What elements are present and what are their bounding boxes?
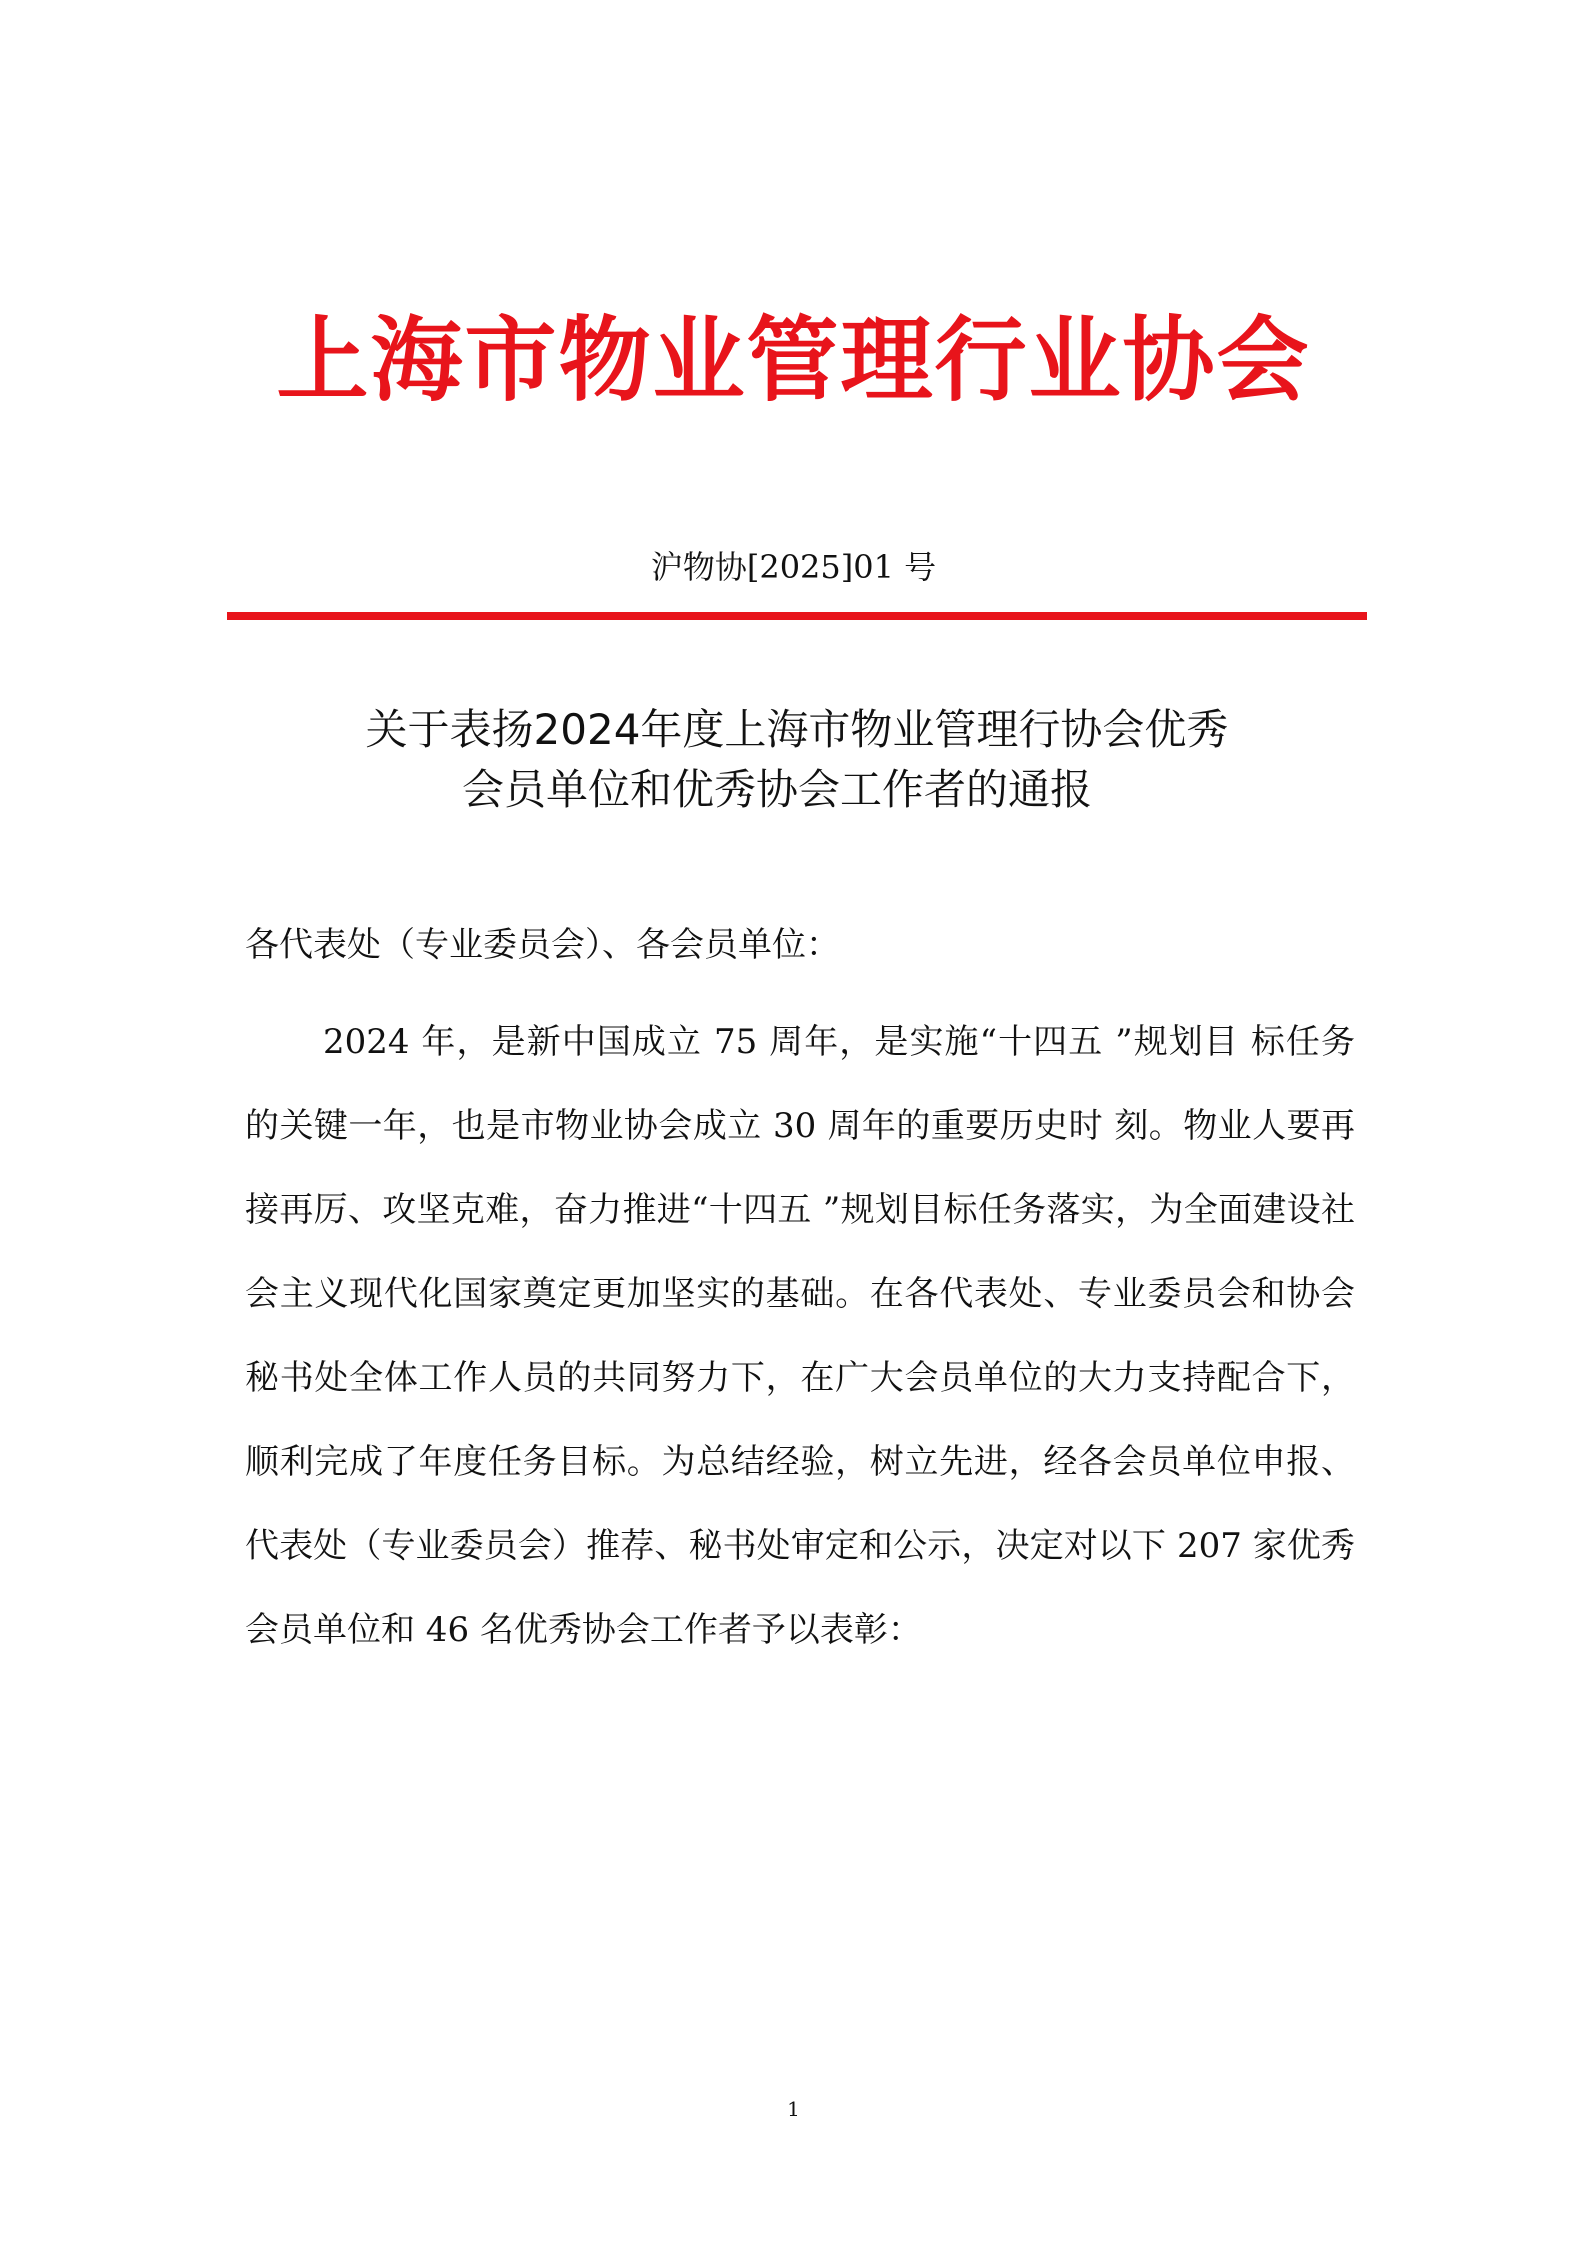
notice-title xyxy=(227,700,1367,820)
notice-title-line-2: 会员单位和优秀协会工作者的通报 xyxy=(461,765,1092,814)
page-number: 1 xyxy=(787,2097,800,2121)
red-divider-rule xyxy=(227,612,1367,620)
organization-header: 上海市物业管理行业协会 xyxy=(276,306,1311,414)
notice-title-line-1: 关于表扬2024年度上海市物业管理行协会优秀 xyxy=(365,705,1229,754)
salutation: 各代表处（专业委员会）、各会员单位： xyxy=(245,925,840,965)
document-number: 沪物协[2025]01 号 xyxy=(650,548,937,586)
body-paragraph: 2024 年，是新中国成立 75 周年，是实施“十四五 ”规划目 标任务的关键一年，也是市物业协会成立 30 周年的重要历史时 刻。物业人要再接再厉、攻坚克难，奋力推进“十四五 ”规划目标任务落实，为全面建设社会主义现代化国家奠定更加坚实的基础。在各代表处、专业委员会和协会秘书处全体工作人员的共同努力下，在广大会员单位的大力支持配合下，顺利完成了年度任务目标。为总结经验，树立先进，经各会员单位申报、代表处（专业委员会）推荐、秘书处审定和公示，决定对以下 207 家优秀会员单位和 46 名优秀协会工作者予以表彰： xyxy=(245,1022,1355,1650)
